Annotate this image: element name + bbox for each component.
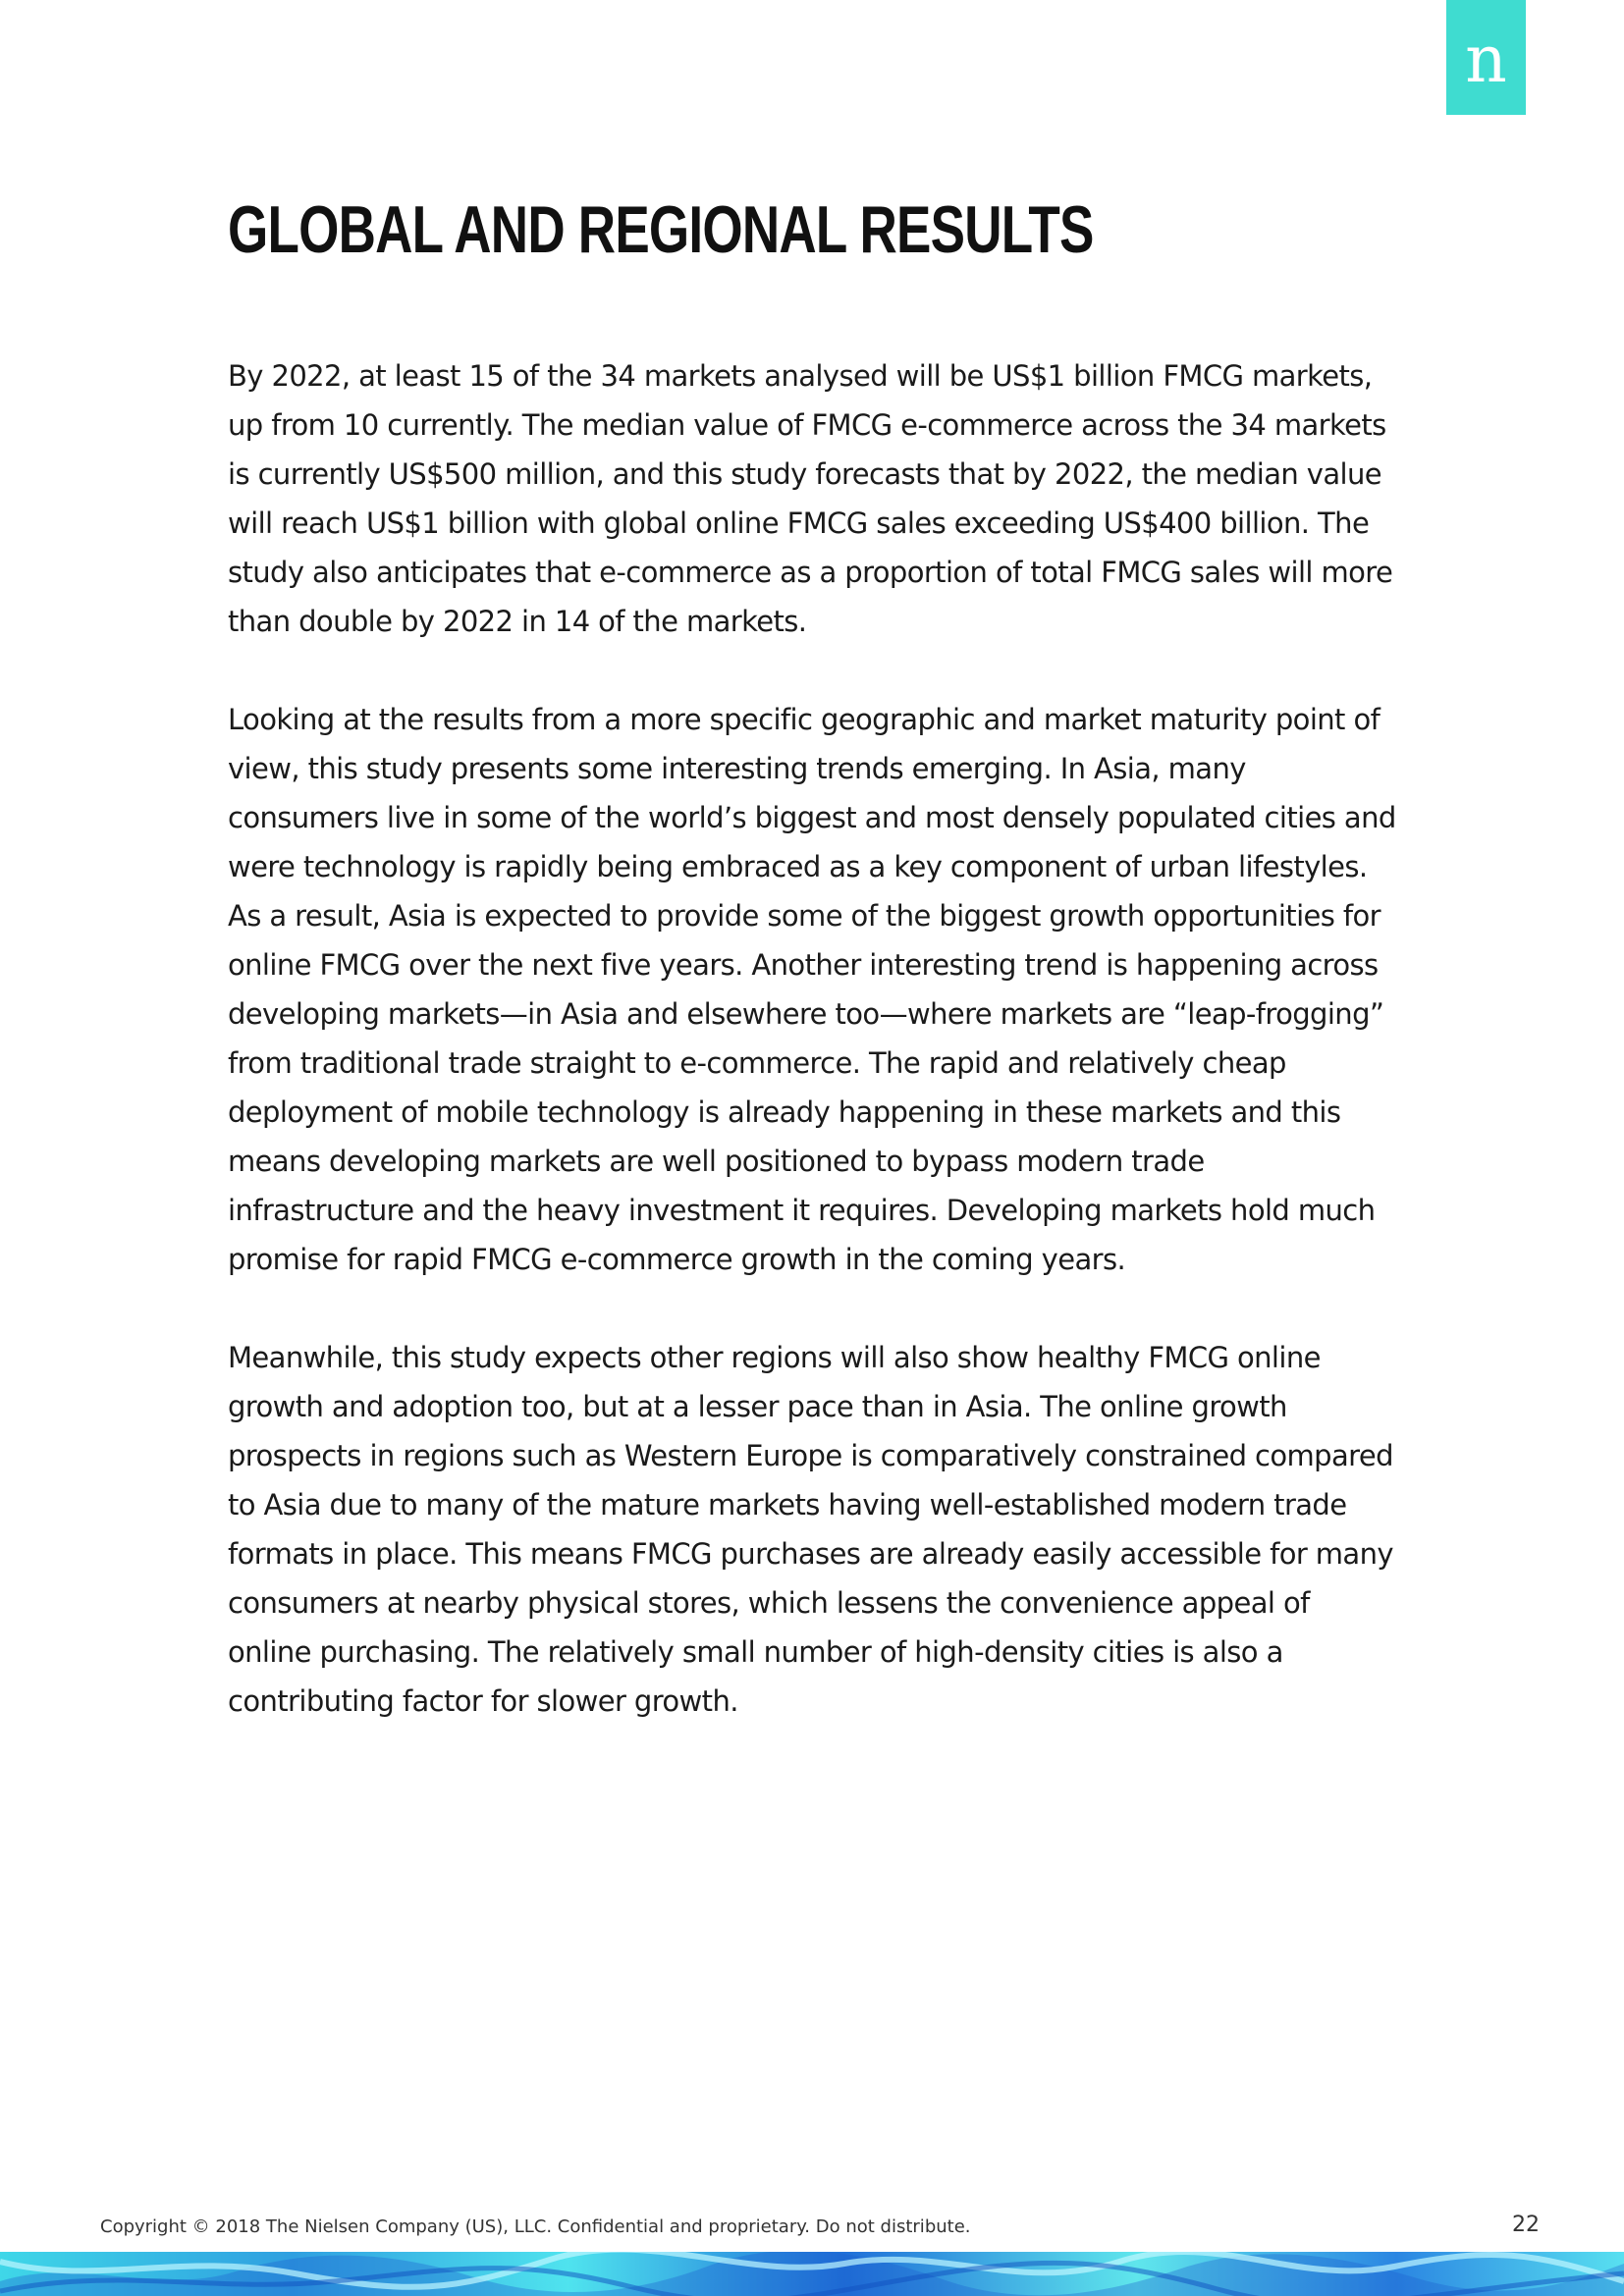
wave-pattern-icon (0, 2252, 1624, 2296)
paragraph-1: By 2022, at least 15 of the 34 markets analysed will be US$1 billion FMCG markets, up from 10 currently. The median value of FMCG e-commerce across the 34 markets is currently US$500 million, and this study forecasts that by 2022, the median value will reach US$1 billion with global online FMCG sales exceeding US$400 billion. The study also anticipates that e-commerce as a proportion of total FMCG sales will more than double by 2022 in 14 of the markets. (228, 359, 1393, 638)
body-text (228, 351, 1396, 1775)
logo-letter: n (1465, 21, 1507, 97)
paragraph-2: Looking at the results from a more specific geographic and market maturity point of view, this study presents some interesting trends emerging. In Asia, many consumers live in some of the world’s biggest and most densely populated cities and were technology is rapidly being embraced as a key component of urban lifestyles. As a result, Asia is expected to provide some of the biggest growth opportunities for online FMCG over the next five years. Another interesting trend is happening across developing markets—in Asia and elsewhere too—where markets are “leap-frogging” from traditional trade straight to e-commerce. The rapid and relatively cheap deployment of mobile technology is already happening in these markets and this means developing markets are well positioned to bypass modern trade infrastructure and the heavy investment it requires. Developing markets hold much promise for rapid FMCG e-commerce growth in the coming years. (228, 703, 1396, 1276)
page-number: 22 (1512, 2213, 1540, 2237)
page-title: GLOBAL AND REGIONAL RESULTS (228, 192, 1094, 267)
footer-copyright: Copyright © 2018 The Nielsen Company (US), LLC. Confidential and proprietary. Do not distribute. (100, 2216, 971, 2237)
decorative-wave-band (0, 2252, 1624, 2296)
paragraph-3: Meanwhile, this study expects other regions will also show healthy FMCG online growth and adoption too, but at a lesser pace than in Asia. The online growth prospects in regions such as Western Europe is comparatively constrained compared to Asia due to many of the mature markets having well-established modern trade formats in place. This means FMCG purchases are already easily accessible for many consumers at nearby physical stores, which lessens the convenience appeal of online purchasing. The relatively small number of high-density cities is also a contributing factor for slower growth. (228, 1341, 1393, 1718)
nielsen-logo (1446, 0, 1526, 115)
